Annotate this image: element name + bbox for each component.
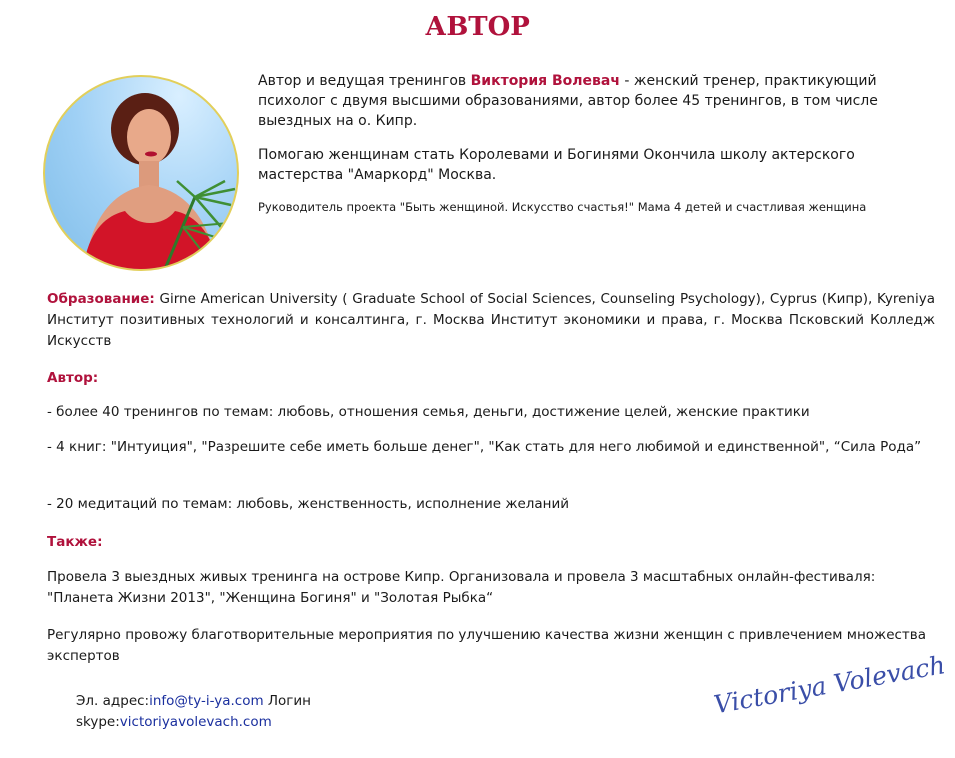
author-item-meditations: - 20 медитаций по темам: любовь, женственность, исполнение желаний (47, 496, 570, 512)
education-label: Образование: (47, 291, 155, 307)
signature: Victoriya Volevach (711, 650, 948, 720)
also-item-trainings-festivals: Провела 3 выездных живых тренинга на острове Кипр. Организовала и провела 3 масштабных онлайн-фестиваля: "Планета Жизни 2013", "Женщина Богиня" и "Золотая Рыбка“ (47, 569, 876, 606)
author-portrait (43, 75, 239, 271)
intro-paragraph-1 (258, 71, 928, 131)
intro-paragraph-2: Помогаю женщинам стать Королевами и Богинями Окончила школу актерского мастерства "Амаркорд" Москва. (258, 147, 855, 183)
email-row (76, 691, 311, 712)
email-link[interactable]: info@ty-i-ya.com (149, 693, 264, 709)
also-section-label-row (47, 532, 935, 553)
intro-text-after: - женский тренер, практикующий психолог с двумя высшими образованиями, автор более 45 тренингов, в том числе выездных на о. Кипр. (258, 73, 878, 129)
author-item-trainings: - более 40 тренингов по темам: любовь, отношения семья, деньги, достижение целей, женские практики (47, 404, 810, 420)
author-section-label-row (47, 368, 935, 389)
intro-block (258, 71, 928, 215)
skype-row (76, 712, 311, 733)
page-title: АВТОР (425, 12, 530, 42)
education-paragraph (47, 289, 935, 352)
email-label: Эл. адрес: (76, 693, 150, 709)
author-name: Виктория Волевач (470, 73, 620, 89)
portrait-image (45, 77, 237, 269)
education-text: Girne American University ( Graduate School of Social Sciences, Counseling Psychology), Cyprus (Кипр), Kyreniya Институт позитивных технологий и консалтинга, г. Москва Институт экономики и права, г. Москва Псковский Колледж Искусств (47, 291, 935, 349)
email-suffix: Логин (263, 693, 312, 709)
intro-paragraph-3: Руководитель проекта "Быть женщиной. Искусство счастья!" Мама 4 детей и счастливая женщина (258, 200, 867, 214)
skype-link[interactable]: victoriyavolevach.com (119, 714, 272, 730)
author-section-label: Автор: (47, 370, 99, 386)
author-item-books: - 4 книг: "Интуиция", "Разрешите себе иметь больше денег", "Как стать для него любимой и единственной", “Сила Рода” (47, 439, 922, 455)
skype-label: skype: (76, 714, 120, 730)
also-item-charity: Регулярно провожу благотворительные мероприятия по улучшению качества жизни женщин с привлечением множества экспертов (47, 627, 927, 664)
also-section-label: Также: (47, 534, 103, 550)
contacts-block (76, 691, 311, 733)
intro-text-before: Автор и ведущая тренингов (258, 73, 471, 89)
